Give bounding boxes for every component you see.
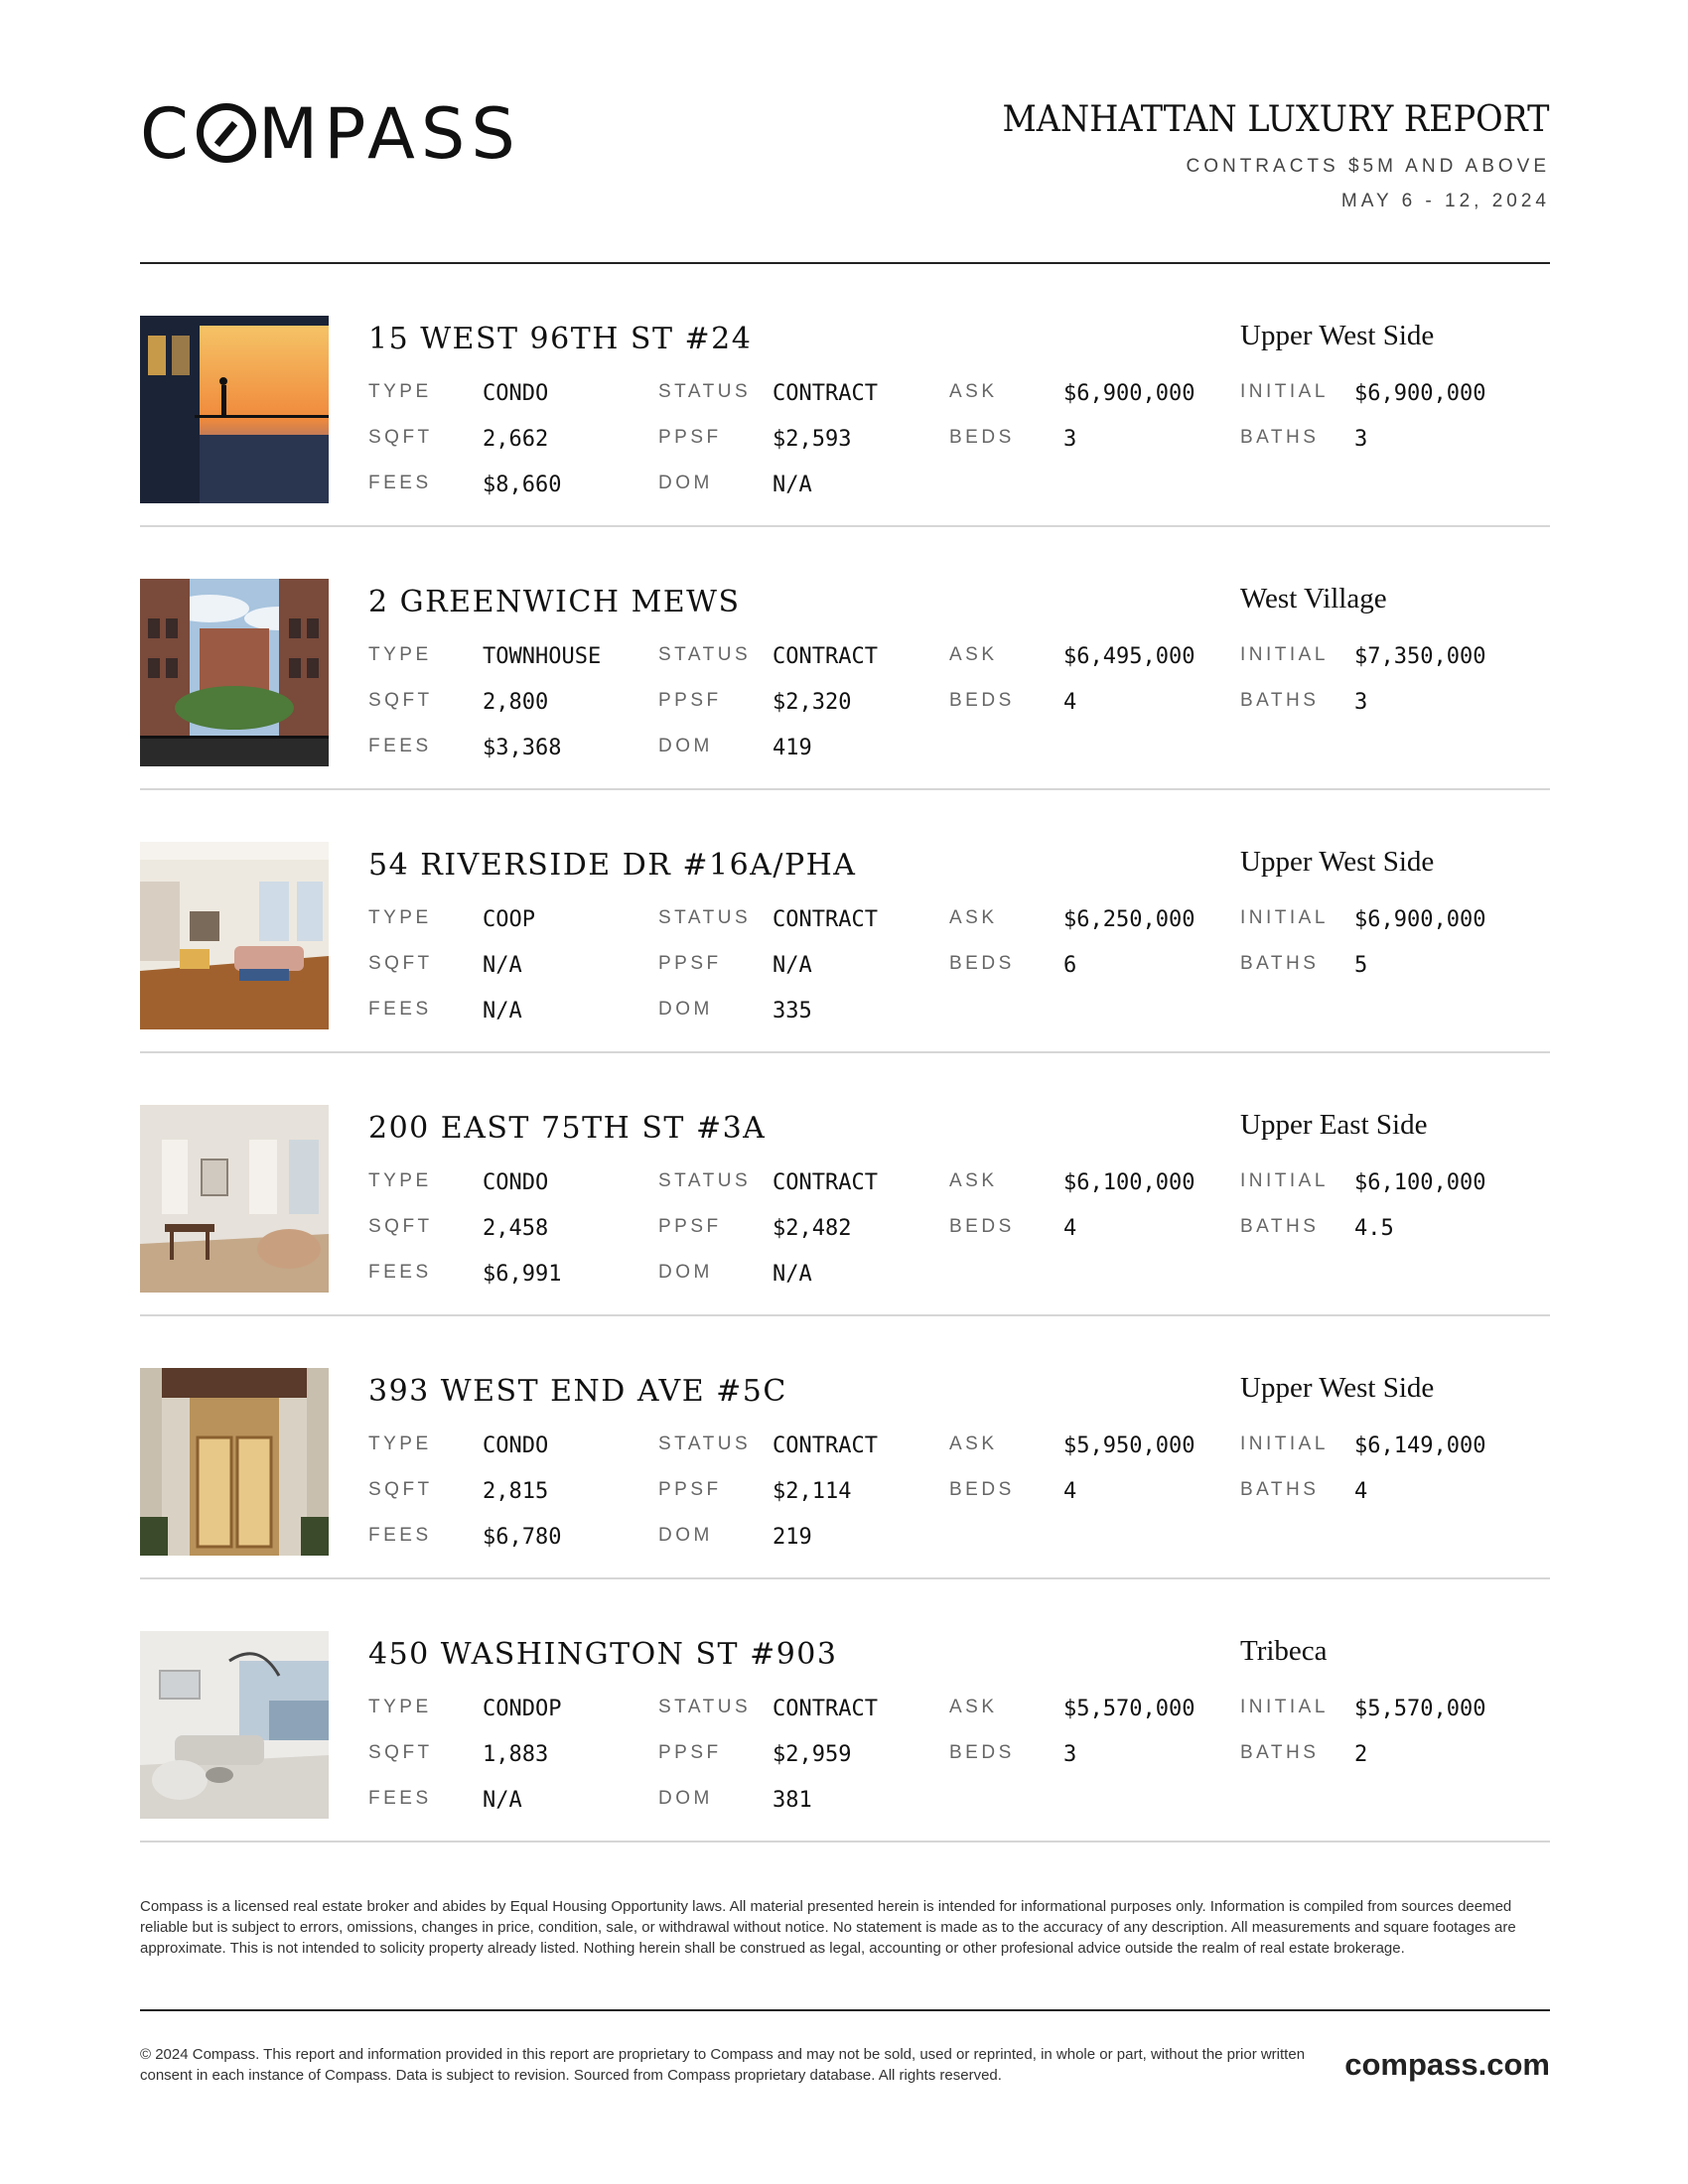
- listing-address: 54 RIVERSIDE DR #16A/PHA: [368, 848, 857, 883]
- ask-value: $5,950,000: [1063, 1433, 1196, 1458]
- dom-label: DOM: [658, 1788, 713, 1809]
- beds-value: 4: [1063, 1479, 1077, 1504]
- fees-value: $6,991: [483, 1262, 562, 1287]
- white-living-room-photo-icon: [140, 1631, 329, 1819]
- report-header: [140, 0, 1550, 264]
- status-value: CONTRACT: [773, 1433, 878, 1458]
- beds-value: 4: [1063, 1216, 1077, 1241]
- type-label: TYPE: [368, 1433, 432, 1454]
- type-value: COOP: [483, 907, 535, 932]
- ppsf-value: $2,959: [773, 1742, 852, 1767]
- type-label: TYPE: [368, 1170, 432, 1191]
- logo-letters-mpass: MPASS: [257, 93, 521, 175]
- beds-label: BEDS: [949, 1479, 1015, 1500]
- initial-value: $6,149,000: [1354, 1433, 1486, 1458]
- sqft-label: SQFT: [368, 953, 433, 974]
- sunset-balcony-photo-icon: [140, 316, 329, 503]
- status-label: STATUS: [658, 381, 752, 402]
- listing-photo: [140, 579, 329, 766]
- dom-label: DOM: [658, 1262, 713, 1283]
- dining-room-photo-icon: [140, 1105, 329, 1293]
- listing-card: [140, 790, 1550, 1053]
- fees-label: FEES: [368, 1788, 432, 1809]
- listing-neighborhood: West Village: [1240, 583, 1387, 614]
- status-value: CONTRACT: [773, 1170, 878, 1195]
- sqft-value: 2,662: [483, 427, 549, 452]
- initial-value: $6,900,000: [1354, 381, 1486, 406]
- initial-label: INITIAL: [1240, 644, 1329, 665]
- sqft-label: SQFT: [368, 690, 433, 711]
- status-label: STATUS: [658, 1170, 752, 1191]
- fees-value: N/A: [483, 1788, 522, 1813]
- copyright-notice: © 2024 Compass. This report and information provided in this report are proprietary to Compass and may not be sold, used or reprinted, in whole or part, without the prior written consent in each instance of Compass. Data is subject to revision. Sourced from Compass proprietary database. All rights reserved.: [140, 2046, 1306, 2084]
- fees-label: FEES: [368, 473, 432, 493]
- ask-label: ASK: [949, 1170, 998, 1191]
- beds-value: 3: [1063, 427, 1077, 452]
- dom-label: DOM: [658, 1525, 713, 1546]
- listing-card: [140, 264, 1550, 527]
- status-label: STATUS: [658, 644, 752, 665]
- ask-value: $6,100,000: [1063, 1170, 1196, 1195]
- ask-label: ASK: [949, 381, 998, 402]
- initial-label: INITIAL: [1240, 381, 1329, 402]
- report-page: [140, 0, 1550, 2084]
- initial-label: INITIAL: [1240, 1170, 1329, 1191]
- initial-label: INITIAL: [1240, 907, 1329, 928]
- dom-value: 419: [773, 736, 812, 760]
- website-link[interactable]: compass.com: [1344, 2047, 1550, 2082]
- ppsf-value: $2,593: [773, 427, 852, 452]
- sqft-label: SQFT: [368, 1216, 433, 1237]
- listing-address: 393 WEST END AVE #5C: [368, 1374, 787, 1409]
- ppsf-label: PPSF: [658, 1216, 722, 1237]
- listing-neighborhood: Tribeca: [1240, 1635, 1328, 1667]
- listing-address: 15 WEST 96TH ST #24: [368, 322, 753, 356]
- listing-photo: [140, 842, 329, 1029]
- beds-label: BEDS: [949, 1216, 1015, 1237]
- type-label: TYPE: [368, 907, 432, 928]
- initial-value: $7,350,000: [1354, 644, 1486, 669]
- baths-value: 5: [1354, 953, 1368, 978]
- compass-logo: [140, 93, 521, 175]
- listing-card: [140, 1053, 1550, 1316]
- listing-card: [140, 527, 1550, 790]
- beds-label: BEDS: [949, 1742, 1015, 1763]
- ask-label: ASK: [949, 644, 998, 665]
- fees-value: $8,660: [483, 473, 562, 497]
- beds-label: BEDS: [949, 690, 1015, 711]
- status-value: CONTRACT: [773, 644, 878, 669]
- type-label: TYPE: [368, 381, 432, 402]
- initial-value: $6,100,000: [1354, 1170, 1486, 1195]
- compass-o-icon: [197, 103, 256, 163]
- baths-value: 4.5: [1354, 1216, 1394, 1241]
- initial-value: $6,900,000: [1354, 907, 1486, 932]
- fees-value: $6,780: [483, 1525, 562, 1550]
- type-value: CONDO: [483, 1433, 549, 1458]
- sqft-value: 2,458: [483, 1216, 549, 1241]
- ppsf-label: PPSF: [658, 427, 722, 448]
- dom-label: DOM: [658, 473, 713, 493]
- status-value: CONTRACT: [773, 1697, 878, 1721]
- listing-divider: [140, 1841, 1550, 1843]
- status-label: STATUS: [658, 1433, 752, 1454]
- report-subtitle: CONTRACTS $5M AND ABOVE: [1186, 156, 1550, 177]
- baths-label: BATHS: [1240, 1216, 1320, 1237]
- baths-value: 3: [1354, 690, 1368, 715]
- building-entrance-photo-icon: [140, 1368, 329, 1556]
- fees-label: FEES: [368, 736, 432, 756]
- dom-value: 219: [773, 1525, 812, 1550]
- status-value: CONTRACT: [773, 381, 878, 406]
- ppsf-label: PPSF: [658, 953, 722, 974]
- fees-label: FEES: [368, 1525, 432, 1546]
- footer-divider: [140, 2009, 1550, 2011]
- baths-value: 2: [1354, 1742, 1368, 1767]
- type-value: TOWNHOUSE: [483, 644, 602, 669]
- ppsf-label: PPSF: [658, 690, 722, 711]
- fees-label: FEES: [368, 999, 432, 1020]
- listing-photo: [140, 1105, 329, 1293]
- ask-value: $6,250,000: [1063, 907, 1196, 932]
- ask-value: $6,495,000: [1063, 644, 1196, 669]
- beds-label: BEDS: [949, 427, 1015, 448]
- fees-value: N/A: [483, 999, 522, 1024]
- status-label: STATUS: [658, 1697, 752, 1717]
- initial-label: INITIAL: [1240, 1697, 1329, 1717]
- ppsf-value: N/A: [773, 953, 812, 978]
- type-value: CONDO: [483, 381, 549, 406]
- dom-value: 335: [773, 999, 812, 1024]
- sqft-label: SQFT: [368, 427, 433, 448]
- dom-label: DOM: [658, 999, 713, 1020]
- status-label: STATUS: [658, 907, 752, 928]
- baths-label: BATHS: [1240, 953, 1320, 974]
- ppsf-value: $2,114: [773, 1479, 852, 1504]
- listing-photo: [140, 1368, 329, 1556]
- listing-photo: [140, 1631, 329, 1819]
- listing-card: [140, 1316, 1550, 1579]
- baths-value: 3: [1354, 427, 1368, 452]
- dom-value: N/A: [773, 473, 812, 497]
- listing-neighborhood: Upper East Side: [1240, 1109, 1428, 1141]
- sqft-label: SQFT: [368, 1742, 433, 1763]
- ask-label: ASK: [949, 1433, 998, 1454]
- dom-value: 381: [773, 1788, 812, 1813]
- status-value: CONTRACT: [773, 907, 878, 932]
- initial-value: $5,570,000: [1354, 1697, 1486, 1721]
- listing-photo: [140, 316, 329, 503]
- type-value: CONDO: [483, 1170, 549, 1195]
- beds-value: 3: [1063, 1742, 1077, 1767]
- ask-value: $5,570,000: [1063, 1697, 1196, 1721]
- fees-value: $3,368: [483, 736, 562, 760]
- beds-value: 6: [1063, 953, 1077, 978]
- listing-card: [140, 1579, 1550, 1843]
- report-title: MANHATTAN LUXURY REPORT: [1002, 99, 1550, 140]
- mews-courtyard-photo-icon: [140, 579, 329, 766]
- ppsf-value: $2,320: [773, 690, 852, 715]
- sqft-value: 1,883: [483, 1742, 549, 1767]
- listing-address: 2 GREENWICH MEWS: [368, 585, 741, 619]
- sqft-value: 2,800: [483, 690, 549, 715]
- dom-value: N/A: [773, 1262, 812, 1287]
- listing-neighborhood: Upper West Side: [1240, 846, 1435, 878]
- listing-address: 200 EAST 75TH ST #3A: [368, 1111, 767, 1146]
- listing-neighborhood: Upper West Side: [1240, 320, 1435, 351]
- baths-label: BATHS: [1240, 1742, 1320, 1763]
- ask-label: ASK: [949, 907, 998, 928]
- legal-disclaimer: Compass is a licensed real estate broker and abides by Equal Housing Opportunity laws. All material presented herein is intended for informational purposes only. Information is compiled from sources deemed reliable but is subject to errors, omissions, changes in price, condition, sale, or withdrawal without notice. No statement is made as to the accuracy of any description. All measurements and square footages are approximate. This is not intended to solicity property already listed. Nothing herein shall be construed as legal, accounting or other profesional advice outside the realm of real estate brokerage.: [140, 1898, 1516, 1957]
- listing-neighborhood: Upper West Side: [1240, 1372, 1435, 1404]
- sqft-value: 2,815: [483, 1479, 549, 1504]
- type-label: TYPE: [368, 1697, 432, 1717]
- type-label: TYPE: [368, 644, 432, 665]
- baths-label: BATHS: [1240, 1479, 1320, 1500]
- baths-value: 4: [1354, 1479, 1368, 1504]
- logo-letter-c: C: [140, 93, 195, 175]
- ppsf-label: PPSF: [658, 1479, 722, 1500]
- ppsf-label: PPSF: [658, 1742, 722, 1763]
- listing-address: 450 WASHINGTON ST #903: [368, 1637, 838, 1672]
- beds-value: 4: [1063, 690, 1077, 715]
- ask-label: ASK: [949, 1697, 998, 1717]
- type-value: CONDOP: [483, 1697, 562, 1721]
- sqft-value: N/A: [483, 953, 522, 978]
- ask-value: $6,900,000: [1063, 381, 1196, 406]
- dom-label: DOM: [658, 736, 713, 756]
- fees-label: FEES: [368, 1262, 432, 1283]
- ppsf-value: $2,482: [773, 1216, 852, 1241]
- report-date: MAY 6 - 12, 2024: [1340, 191, 1550, 211]
- baths-label: BATHS: [1240, 427, 1320, 448]
- initial-label: INITIAL: [1240, 1433, 1329, 1454]
- living-room-photo-icon: [140, 842, 329, 1029]
- baths-label: BATHS: [1240, 690, 1320, 711]
- sqft-label: SQFT: [368, 1479, 433, 1500]
- beds-label: BEDS: [949, 953, 1015, 974]
